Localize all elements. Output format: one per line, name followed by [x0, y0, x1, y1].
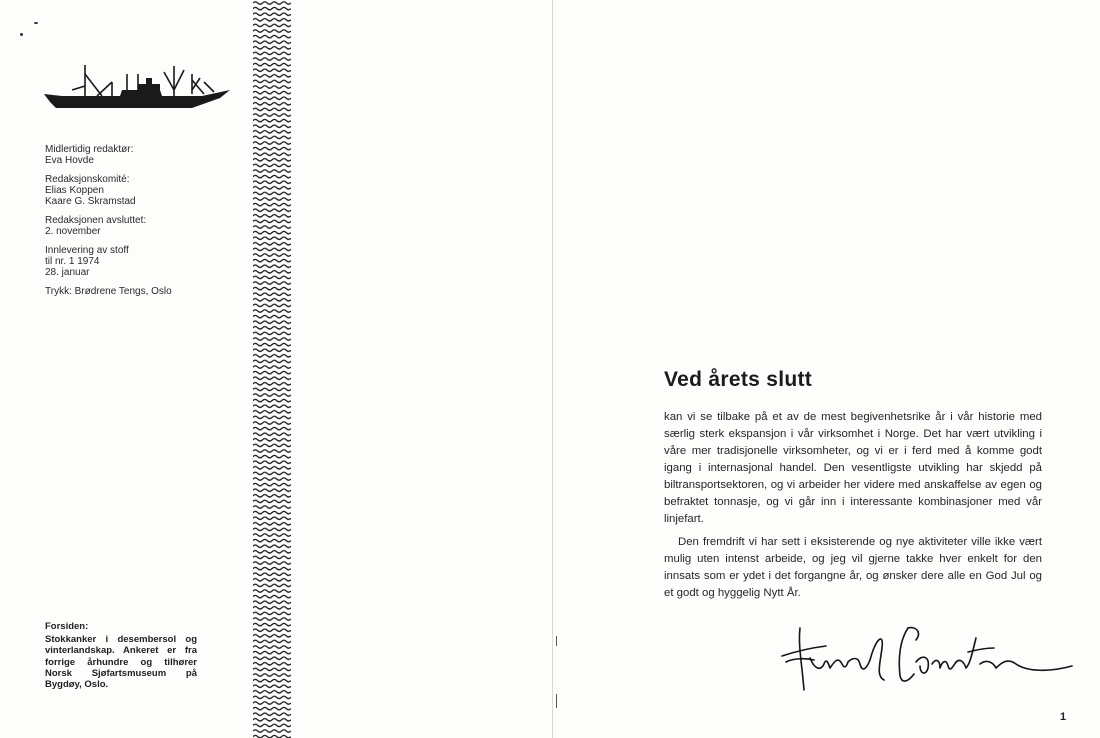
submission-line: til nr. 1 1974 — [45, 256, 100, 267]
closed-date: 2. november — [45, 226, 101, 237]
ink-speck — [34, 22, 38, 24]
fold-tick — [556, 694, 557, 708]
ship-silhouette-icon — [42, 60, 232, 112]
ink-speck — [20, 33, 23, 36]
editor-block — [45, 144, 215, 166]
closed-label: Redaksjonen avsluttet: — [45, 215, 147, 226]
cover-caption-title: Forsiden: — [45, 621, 89, 632]
article-paragraph-2: Den fremdrift vi har sett i eksisterende og nye aktiviteter ville ikke vært mulig uten intenst arbeide, og jeg vil gjerne takke hver enkelt for den innsats som er ydet i det forgangne år, og ønsker dere alle en God Jul og et godt og hyggelig Nytt År. — [664, 536, 1042, 599]
page-fold — [552, 0, 553, 738]
committee-block — [45, 174, 215, 207]
submission-block — [45, 245, 215, 278]
handwritten-signature — [780, 618, 1075, 698]
wave-pattern-strip — [253, 0, 291, 738]
cover-caption — [45, 621, 197, 690]
fold-tick — [556, 636, 557, 646]
editor-name: Eva Hovde — [45, 155, 94, 166]
committee-label: Redaksjonskomité: — [45, 174, 130, 185]
committee-member: Kaare G. Skramstad — [45, 196, 136, 207]
article-paragraph-1: kan vi se tilbake på et av de mest begivenhetsrike år i vår historie med særlig sterk ekspansjon i vår virksomhet i Norge. Det har vært utvikling i våre mer tradisjonelle virksomheter, og vi er i ferd med å komme godt igang i internasjonal handel. Den vesentligste utvikling har skjedd på biltransportsektoren, og vi arbeider her videre med anskaffelse av egen og befraktet tonnasje, og vi går inn i interessante kombinasjoner med vår linjefart. — [664, 411, 1042, 525]
colophon — [45, 144, 215, 305]
submission-line: 28. januar — [45, 267, 90, 278]
cover-caption-text: Stokkanker i desembersol og vinterlandskap. Ankeret er fra forrige århundre og tilhører Norsk Sjøfartsmuseum på Bygdøy, Oslo. — [45, 634, 197, 691]
closing-date-block — [45, 215, 215, 237]
page-number: 1 — [1060, 711, 1067, 723]
editor-label: Midlertidig redaktør: — [45, 144, 134, 155]
committee-member: Elias Koppen — [45, 185, 104, 196]
printer-block — [45, 286, 215, 297]
submission-line: Innlevering av stoff — [45, 245, 129, 256]
editorial-article — [664, 368, 1042, 602]
printer-credit: Trykk: Brødrene Tengs, Oslo — [45, 286, 172, 297]
article-heading: Ved årets slutt — [664, 368, 813, 391]
